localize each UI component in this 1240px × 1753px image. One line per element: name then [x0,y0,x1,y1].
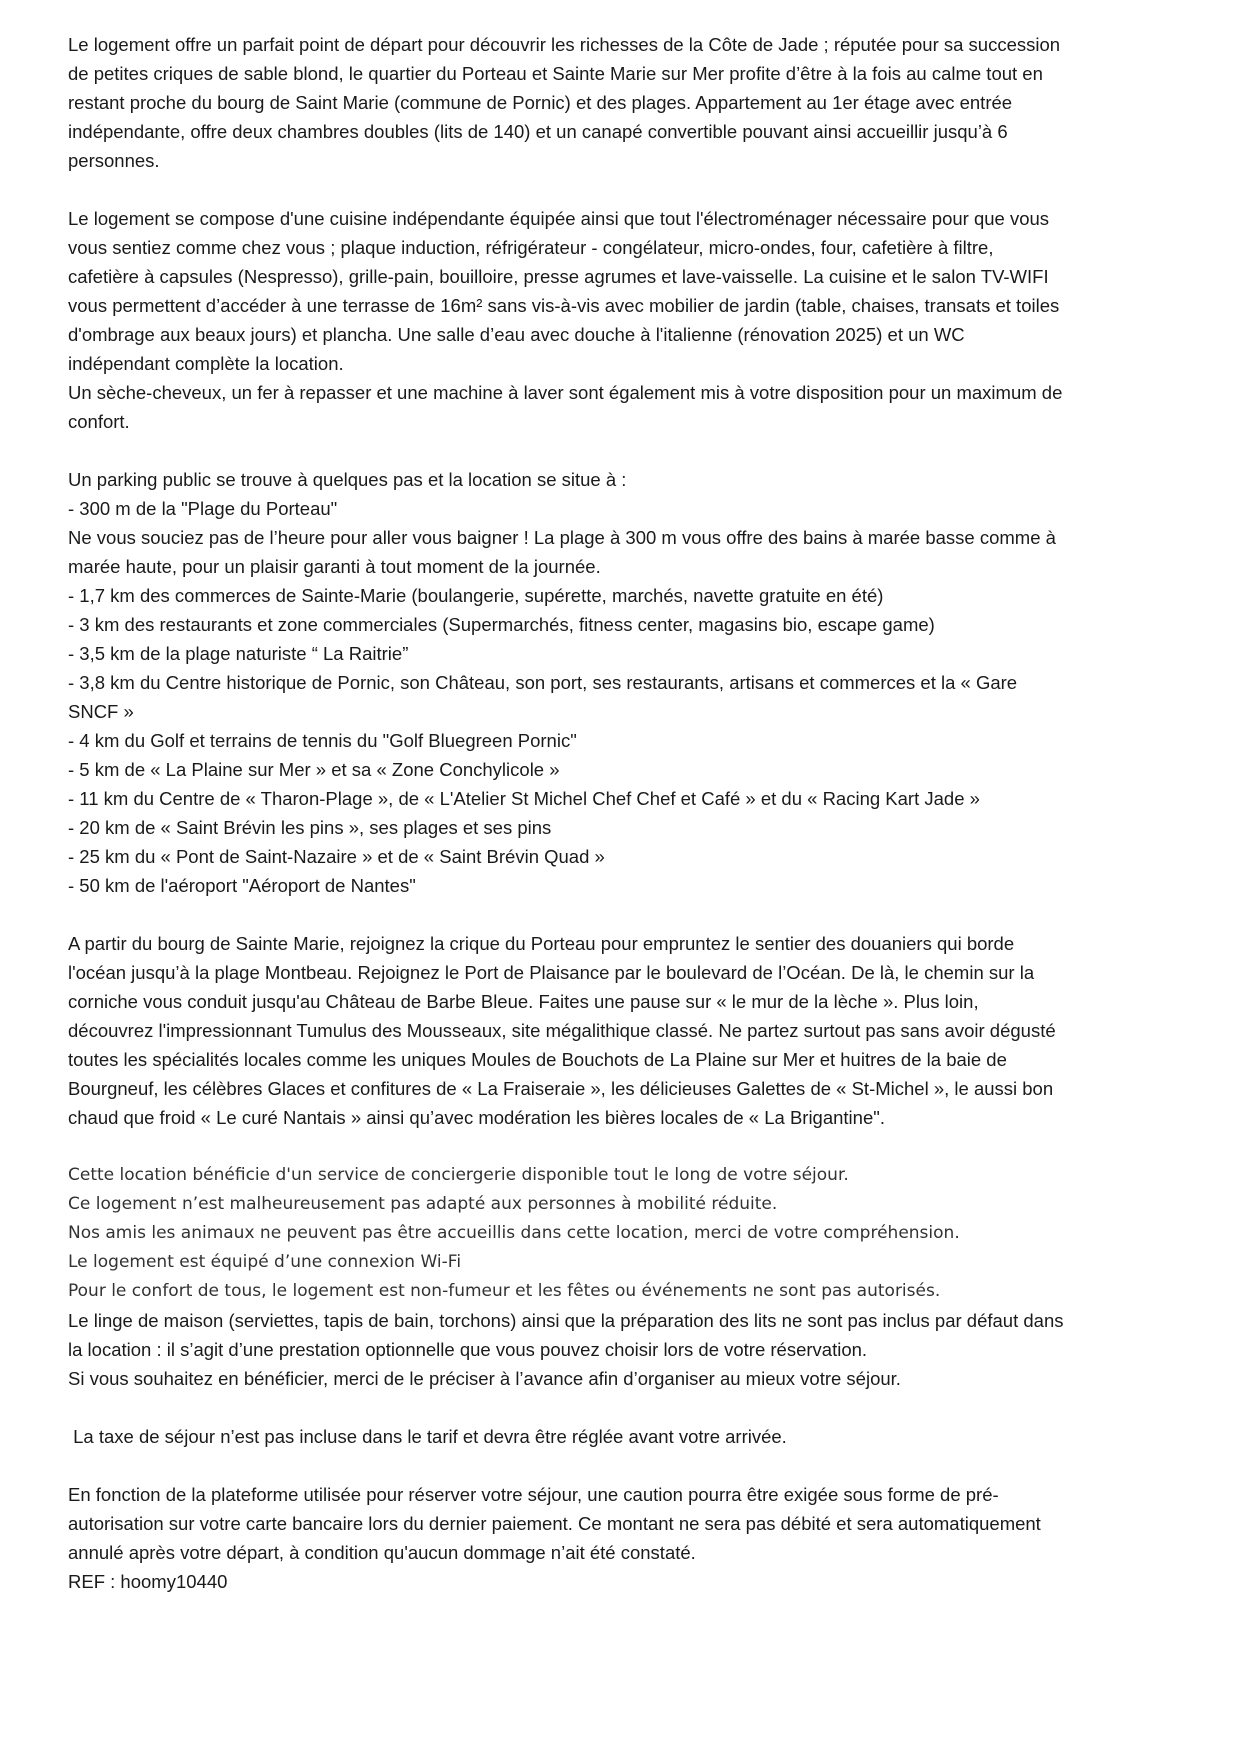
text-line: Le linge de maison (serviettes, tapis de bain, torchons) ainsi que la préparation des lits ne sont pas inclus par défaut dans la location : il s’agit d’une prestation optionnelle que vous pouvez choisir lors de votre réservation. [68,1310,1069,1360]
paragraph-tourist-tax [68,1422,1068,1451]
text-line: - 300 m de la "Plage du Porteau" [68,498,338,519]
paragraph-intro [68,30,1068,175]
paragraph-surroundings [68,929,1068,1132]
text-line: REF : hoomy10440 [68,1571,228,1592]
text-line: - 3,8 km du Centre historique de Pornic, son Château, son port, ses restaurants, artisans et commerces et la « Gare SNCF » [68,672,1023,722]
text-line: Un parking public se trouve à quelques pas et la location se situe à : [68,469,627,490]
text-line: Pour le confort de tous, le logement est non-fumeur et les fêtes ou événements ne sont pas autorisés. [68,1281,941,1301]
text-line: - 11 km du Centre de « Tharon-Plage », de « L'Atelier St Michel Chef Chef et Café » et du « Racing Kart Jade » [68,788,980,809]
section-house-rules [68,1161,1068,1306]
paragraph-linen-option [68,1306,1068,1393]
text-line: Le logement se compose d'une cuisine indépendante équipée ainsi que tout l'électroménager nécessaire pour que vous vous sentiez comme chez vous ; plaque induction, réfrigérateur - congélateur, micro-ondes, four, cafetière à filtre, cafetière à capsules (Nespresso), grille-pain, bouilloire, presse agrumes et lave-vaisselle. La cuisine et le salon TV-WIFI vous permettent d’accéder à une terrasse de 16m² sans vis-à-vis avec mobilier de jardin (table, chaises, transats et toiles d'ombrage aux beaux jours) et plancha. Une salle d’eau avec douche à l'italienne (rénovation 2025) et un WC indépendant complète la location. [68,208,1065,374]
text-line: - 1,7 km des commerces de Sainte-Marie (boulangerie, supérette, marchés, navette gratuite en été) [68,585,884,606]
text-line: Le logement est équipé d’une connexion Wi-Fi [68,1252,462,1272]
text-line: - 5 km de « La Plaine sur Mer » et sa « Zone Conchylicole » [68,759,560,780]
text-line: - 20 km de « Saint Brévin les pins », ses plages et ses pins [68,817,552,838]
text-line: Nos amis les animaux ne peuvent pas être accueillis dans cette location, merci de votre compréhension. [68,1223,960,1243]
text-line: - 25 km du « Pont de Saint-Nazaire » et de « Saint Brévin Quad » [68,846,605,867]
text-line: Ne vous souciez pas de l’heure pour aller vous baigner ! La plage à 300 m vous offre des bains à marée basse comme à marée haute, pour un plaisir garanti à tout moment de la journée. [68,527,1062,577]
text-line: - 50 km de l'aéroport "Aéroport de Nantes" [68,875,416,896]
text-line: - 3,5 km de la plage naturiste “ La Raitrie” [68,643,409,664]
paragraph-deposit-and-reference [68,1480,1068,1596]
text-line: - 3 km des restaurants et zone commerciales (Supermarchés, fitness center, magasins bio, escape game) [68,614,935,635]
text-line: Cette location bénéficie d'un service de conciergerie disponible tout le long de votre séjour. [68,1165,849,1185]
text-line: La taxe de séjour n’est pas incluse dans le tarif et devra être réglée avant votre arrivée. [68,1426,787,1447]
paragraph-equipment [68,204,1068,436]
text-line: En fonction de la plateforme utilisée pour réserver votre séjour, une caution pourra être exigée sous forme de pré-autorisation sur votre carte bancaire lors du dernier paiement. Ce montant ne sera pas débité et sera automatiquement annulé après votre départ, à condition qu'aucun dommage n’ait été constaté. [68,1484,1046,1563]
section-distances-list [68,465,1068,900]
text-line: Un sèche-cheveux, un fer à repasser et une machine à laver sont également mis à votre disposition pour un maximum de confort. [68,382,1068,432]
text-line: A partir du bourg de Sainte Marie, rejoignez la crique du Porteau pour empruntez le sentier des douaniers qui borde l'océan jusqu’à la plage Montbeau. Rejoignez le Port de Plaisance par le boulevard de l’Océan. De là, le chemin sur la corniche vous conduit jusqu'au Château de Barbe Bleue. Faites une pause sur « le mur de la lèche ». Plus loin, découvrez l'impressionnant Tumulus des Mousseaux, site mégalithique classé. Ne partez surtout pas sans avoir dégusté toutes les spécialités locales comme les uniques Moules de Bouchots de La Plaine sur Mer et huitres de la baie de Bourgneuf, les célèbres Glaces et confitures de « La Fraiseraie », les délicieuses Galettes de « St-Michel », le aussi bon chaud que froid « Le curé Nantais » ainsi qu’avec modération les bières locales de « La Brigantine". [68,933,1061,1128]
text-line: Le logement offre un parfait point de départ pour découvrir les richesses de la Côte de Jade ; réputée pour sa succession de petites criques de sable blond, le quartier du Porteau et Sainte Marie sur Mer profite d’être à la fois au calme tout en restant proche du bourg de Saint Marie (commune de Pornic) et des plages. Appartement au 1er étage avec entrée indépendante, offre deux chambres doubles (lits de 140) et un canapé convertible pouvant ainsi accueillir jusqu’à 6 personnes. [68,34,1066,171]
text-line: Si vous souhaitez en bénéficier, merci de le préciser à l’avance afin d’organiser au mieux votre séjour. [68,1368,901,1389]
text-line: - 4 km du Golf et terrains de tennis du "Golf Bluegreen Pornic" [68,730,577,751]
text-line: Ce logement n’est malheureusement pas adapté aux personnes à mobilité réduite. [68,1194,778,1214]
